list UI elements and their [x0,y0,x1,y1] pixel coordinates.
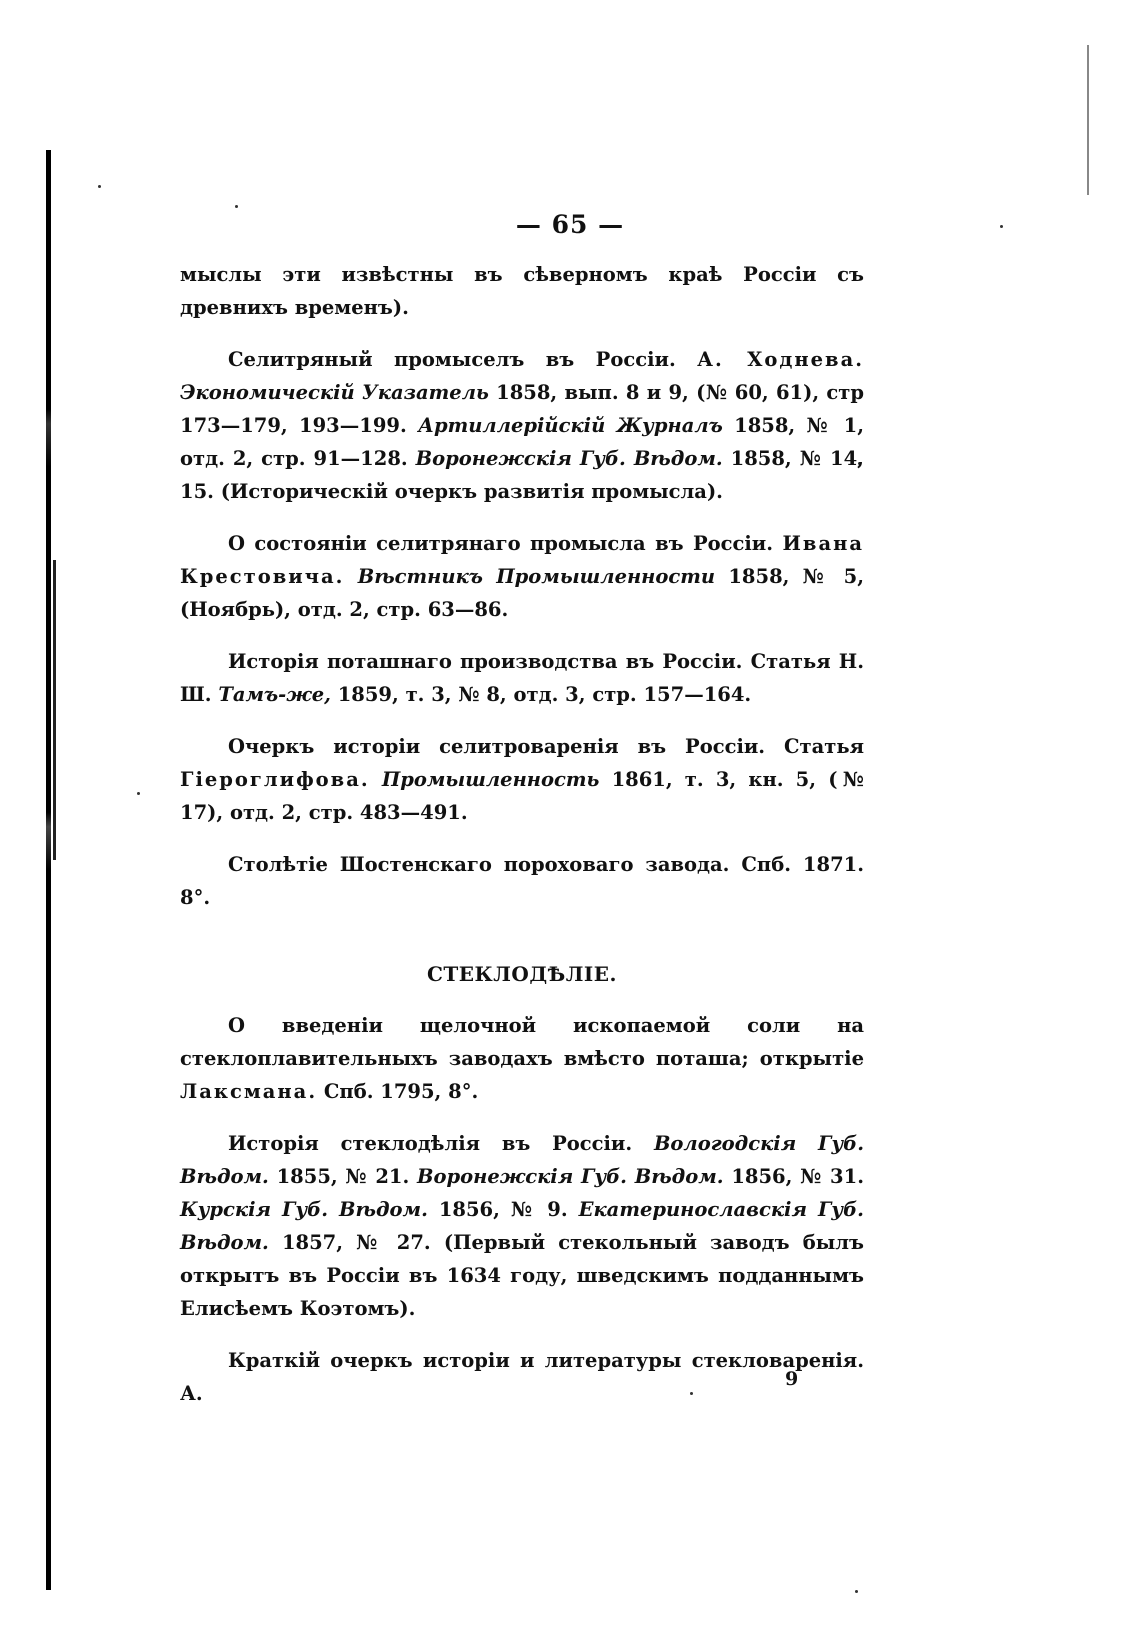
section-heading: СТЕКЛОДѢЛІЕ. [427,962,617,986]
continued-paragraph: мыслы эти извѣстны въ сѣверномъ краѣ Россіи съ древнихъ временъ). [180,263,864,319]
bibliography-entry: Очеркъ исторіи селитроваренія въ Россіи. Статья Гіероглифова. Промышленность 1861, т. 3, кн. 5, (№ 17), отд. 2, стр. 483—491. [180,735,864,824]
signature-mark: 9 [785,1368,799,1390]
bibliography-entry: Исторія стеклодѣлія въ Россіи. Вологодскія Губ. Вѣдом. 1855, № 21. Воронежскія Губ. Вѣдом. 1856, № 31. Курскія Губ. Вѣдом. 1856, № 9. Екатеринославскія Губ. Вѣдом. 1857, № 27. (Первый стекольный заводъ былъ открытъ въ Россіи въ 1634 году, шведскимъ подданнымъ Елисѣемъ Коэтомъ). [180,1132,864,1320]
page-number: — 65 — [515,210,625,239]
scan-page-edge [1087,45,1089,195]
bibliography-entry: О введеніи щелочной ископаемой соли на стеклоплавительныхъ заводахъ вмѣсто поташа; открытіе Лаксмана. Спб. 1795, 8°. [180,1014,864,1103]
scan-speck [235,205,238,208]
bibliography-entry: О состояніи селитрянаго промысла въ Россіи. Ивана Крестовича. Вѣстникъ Промышленности 1858, № 5, (Ноябрь), отд. 2, стр. 63—86. [180,532,864,621]
scan-binding-edge [46,150,51,1590]
bibliography-entry: Краткій очеркъ исторіи и литературы стекловаренія. А. [180,1349,864,1405]
bibliography-entry: Исторія поташнаго производства въ Россіи. Статья Н. Ш. Тамъ-же, 1859, т. 3, № 8, отд. 3, стр. 157—164. [180,650,864,706]
bibliography-entry: Столѣтіе Шостенскаго пороховаго завода. Спб. 1871. 8°. [180,853,864,909]
page-body [180,258,864,1410]
bibliography-entry: Селитряный промыселъ въ Россіи. А. Ходнева. Экономическій Указатель 1858, вып. 8 и 9, (№ 60, 61), стр 173—179, 193—199. Артиллерійскій Журналъ 1858, № 1, отд. 2, стр. 91—128. Воронежскія Губ. Вѣдом. 1858, № 14, 15. (Историческій очеркъ развитія промысла). [180,348,865,503]
scan-speck [137,792,140,795]
scan-binding-edge-inner [53,560,56,860]
scan-speck [855,1590,858,1593]
scan-speck [98,185,101,188]
